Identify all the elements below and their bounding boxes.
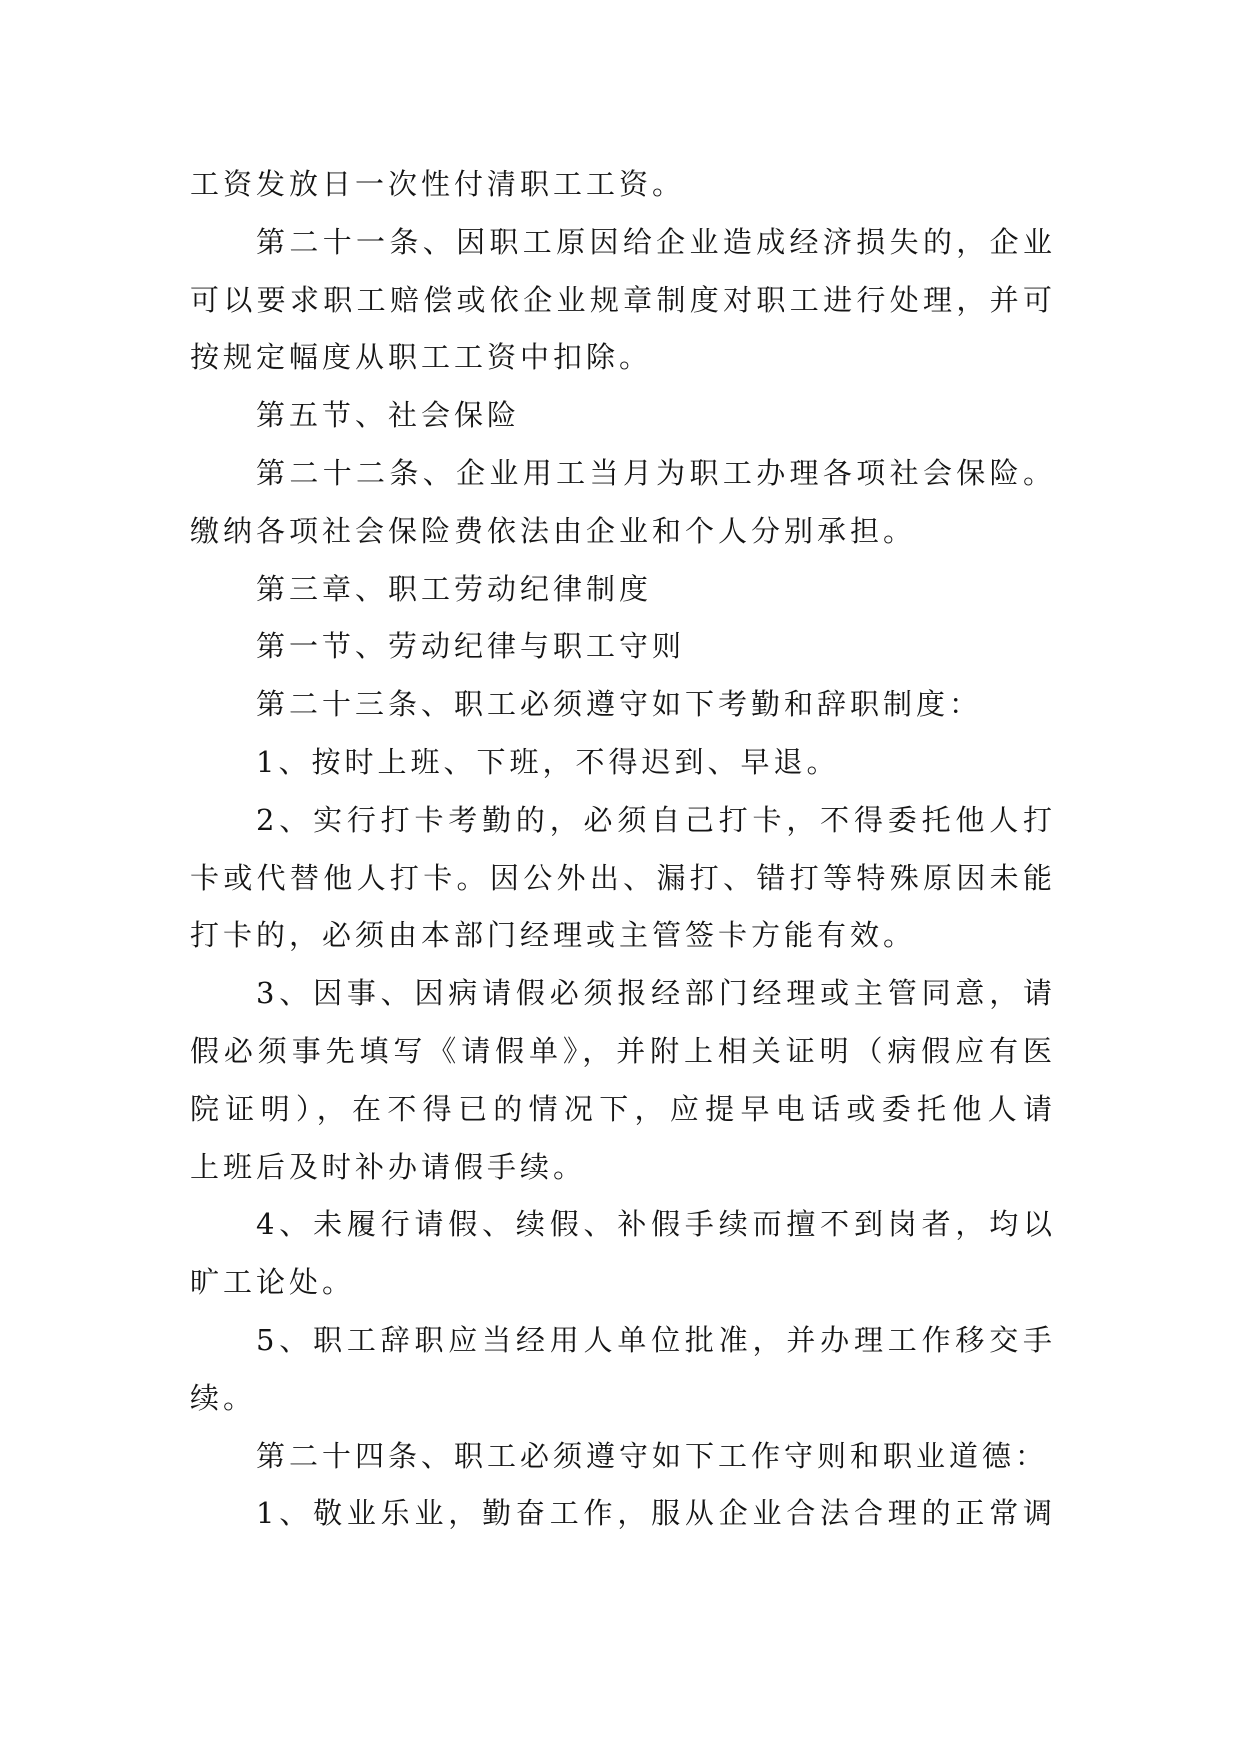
article-23 <box>190 676 1056 734</box>
section-heading <box>190 387 1056 445</box>
paragraph-line: 第二十四条、职工必须遵守如下工作守则和职业道德： <box>256 1438 1049 1473</box>
document-body <box>190 156 1056 1543</box>
paragraph-line: 3、因事、因病请假必须报经部门经理或主管同意，请 <box>256 976 1056 1011</box>
section-heading-text: 第五节、社会保险 <box>256 398 521 433</box>
section-heading-text: 第一节、劳动纪律与职工守则 <box>256 629 686 664</box>
article-24 <box>190 1428 1056 1486</box>
paragraph-line: 可以要求职工赔偿或依企业规章制度对职工进行处理，并可 <box>190 282 1056 317</box>
list-item <box>190 1196 1056 1312</box>
list-item <box>190 1312 1056 1428</box>
section-heading <box>190 618 1056 676</box>
paragraph-line: 第二十一条、因职工原因给企业造成经济损失的，企业 <box>256 224 1056 259</box>
paragraph-line: 院证明），在不得已的情况下，应提早电话或委托他人请 <box>190 1091 1056 1126</box>
paragraph-continued <box>190 156 1056 214</box>
chapter-heading-text: 第三章、职工劳动纪律制度 <box>256 571 653 606</box>
list-item <box>190 965 1056 1196</box>
paragraph-line: 第二十二条、企业用工当月为职工办理各项社会保险。 <box>256 455 1056 490</box>
article-21 <box>190 214 1056 387</box>
paragraph-line: 1、按时上班、下班，不得迟到、早退。 <box>256 744 840 779</box>
paragraph-line: 工资发放日一次性付清职工工资。 <box>190 167 686 201</box>
paragraph-line: 上班后及时补办请假手续。 <box>190 1149 587 1184</box>
paragraph-line: 按规定幅度从职工工资中扣除。 <box>190 340 653 375</box>
article-22 <box>190 445 1056 561</box>
paragraph-line: 4、未履行请假、续假、补假手续而擅不到岗者，均以 <box>256 1207 1056 1242</box>
paragraph-line: 续。 <box>190 1380 257 1415</box>
paragraph-line: 第二十三条、职工必须遵守如下考勤和辞职制度： <box>256 687 983 722</box>
paragraph-line: 1、敬业乐业，勤奋工作，服从企业合法合理的正常调 <box>256 1496 1056 1531</box>
list-item <box>190 1485 1056 1543</box>
paragraph-line: 5、职工辞职应当经用人单位批准，并办理工作移交手 <box>256 1322 1056 1357</box>
list-item <box>190 792 1056 965</box>
chapter-heading <box>190 561 1056 619</box>
list-item <box>190 734 1056 792</box>
paragraph-line: 卡或代替他人打卡。因公外出、漏打、错打等特殊原因未能 <box>190 860 1056 895</box>
paragraph-line: 旷工论处。 <box>190 1265 356 1300</box>
paragraph-line: 打卡的，必须由本部门经理或主管签卡方能有效。 <box>190 918 917 953</box>
paragraph-line: 2、实行打卡考勤的，必须自己打卡，不得委托他人打 <box>256 802 1056 837</box>
paragraph-line: 缴纳各项社会保险费依法由企业和个人分别承担。 <box>190 513 917 548</box>
paragraph-line: 假必须事先填写《请假单》，并附上相关证明（病假应有医 <box>190 1033 1056 1068</box>
